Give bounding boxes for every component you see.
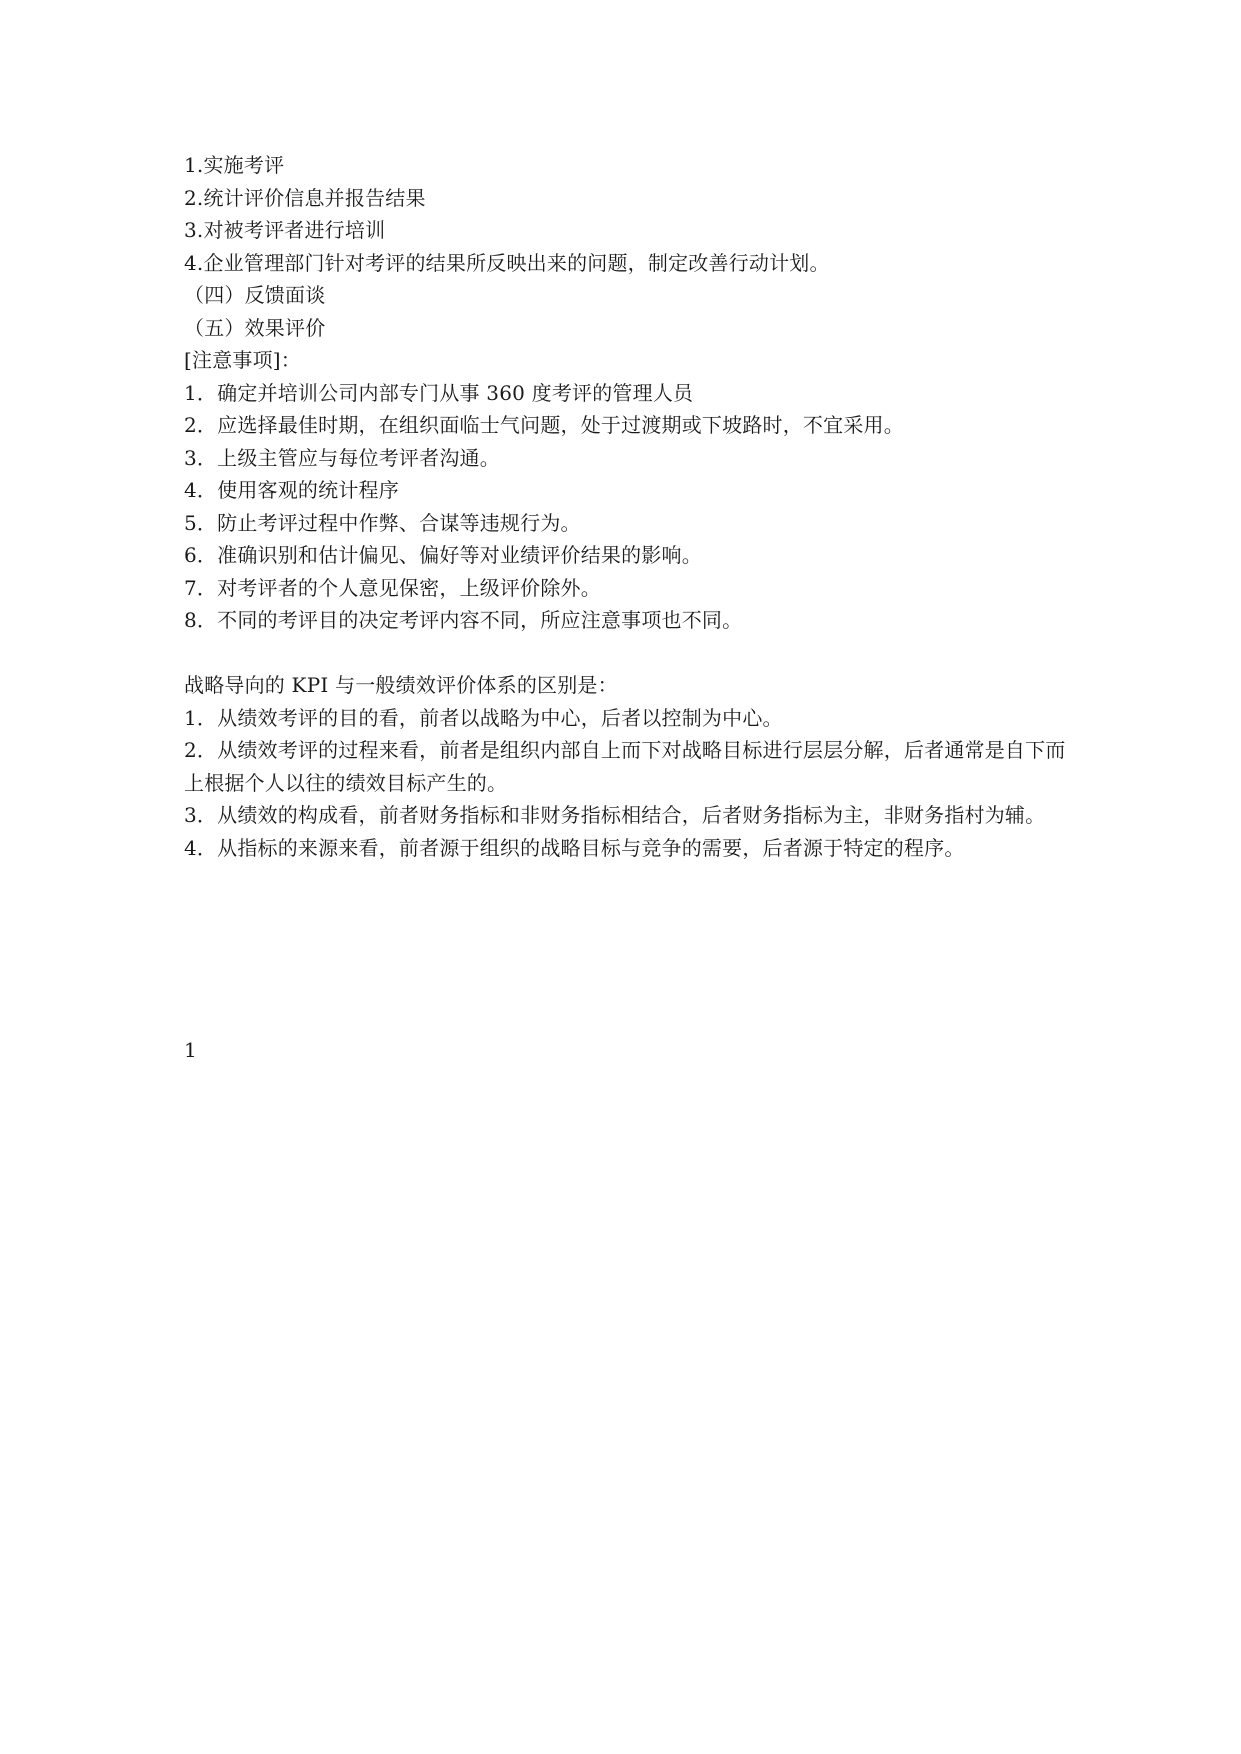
note-item: 1．确定并培训公司内部专门从事 360 度考评的管理人员 — [184, 380, 694, 405]
notes-heading: [注意事项]： — [184, 348, 302, 372]
step-item: 3.对被考评者进行培训 — [184, 218, 386, 242]
note-item: 3．上级主管应与每位考评者沟通。 — [184, 445, 500, 470]
kpi-item: 4．从指标的来源来看，前者源于组织的战略目标与竞争的需要，后者源于特定的程序。 — [184, 835, 965, 860]
page-number: 1 — [184, 1038, 197, 1062]
step-item: 2.统计评价信息并报告结果 — [184, 185, 426, 210]
kpi-item: 2．从绩效考评的过程来看，前者是组织内部自上而下对战略目标进行层层分解，后者通常是自下而上根据个人以往的绩效目标产生的。 — [184, 738, 1066, 795]
section-heading: （五）效果评价 — [184, 315, 326, 340]
kpi-item: 1．从绩效考评的目的看，前者以战略为中心，后者以控制为中心。 — [184, 705, 783, 730]
note-item: 2．应选择最佳时期，在组织面临士气问题，处于过渡期或下坡路时，不宜采用。 — [184, 413, 904, 437]
note-item: 7．对考评者的个人意见保密，上级评价除外。 — [184, 575, 601, 600]
kpi-heading: 战略导向的 KPI 与一般绩效评价体系的区别是： — [184, 673, 618, 697]
kpi-item: 3．从绩效的构成看，前者财务指标和非财务指标相结合，后者财务指标为主，非财务指村为辅。 — [184, 803, 1046, 827]
document-body — [184, 149, 1074, 864]
step-item: 4.企业管理部门针对考评的结果所反映出来的问题，制定改善行动计划。 — [184, 250, 830, 275]
note-item: 4．使用客观的统计程序 — [184, 478, 399, 502]
step-item: 1.实施考评 — [184, 153, 285, 177]
note-item: 8．不同的考评目的决定考评内容不同，所应注意事项也不同。 — [184, 608, 743, 632]
note-item: 5．防止考评过程中作弊、合谋等违规行为。 — [184, 510, 581, 535]
note-item: 6．准确识别和估计偏见、偏好等对业绩评价结果的影响。 — [184, 543, 702, 567]
section-heading: （四）反馈面谈 — [184, 283, 326, 307]
paragraph-spacer — [184, 637, 1074, 670]
